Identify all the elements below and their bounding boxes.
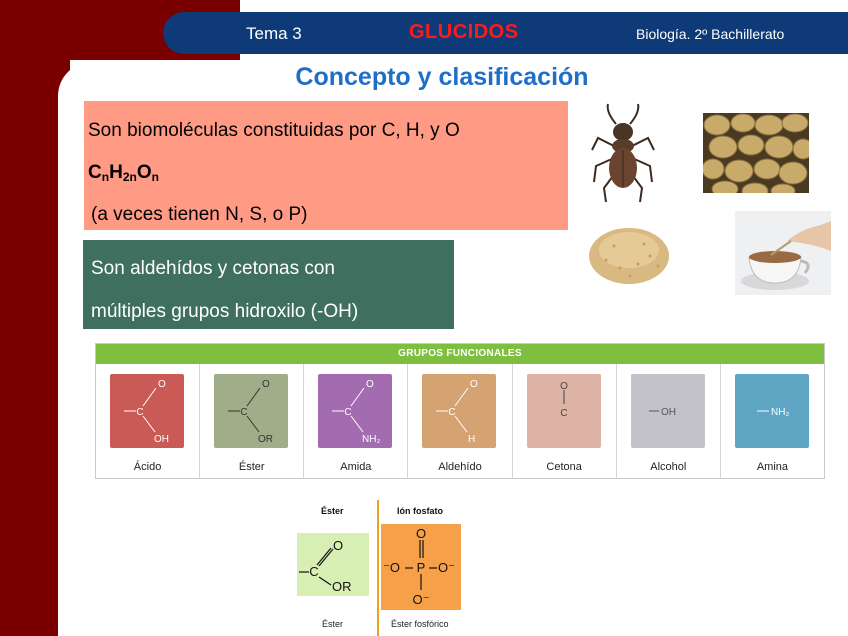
alcohol-group-structure <box>631 374 705 448</box>
ester-group-structure <box>214 374 288 448</box>
svg-text:C: C <box>559 408 568 419</box>
ketone-group-structure <box>527 374 601 448</box>
aldehyde-group-structure <box>422 374 496 448</box>
group-name: Éster <box>238 461 265 473</box>
ester-caption: Éster <box>322 619 344 629</box>
phosphate-ester-caption: Éster fosfórico <box>391 619 449 629</box>
svg-text:P: P <box>416 560 426 575</box>
definition-note: (a veces tienen N, S, o P) <box>91 204 308 225</box>
definition-text: Son biomoléculas constituidas por C, H, y O <box>88 120 460 141</box>
svg-text:O: O <box>470 379 479 390</box>
group-name: Ácido <box>133 461 162 473</box>
svg-text:OH: OH <box>154 434 169 445</box>
group-cell-amine <box>721 364 824 478</box>
slide-title: Concepto y clasificación <box>295 63 589 91</box>
sugar-image <box>586 220 672 288</box>
topic-label: Tema 3 <box>246 24 302 43</box>
group-cell-aldehyde <box>408 364 512 478</box>
chemical-nature-line1: Son aldehídos y cetonas con <box>91 258 336 279</box>
potatoes-image <box>703 113 809 193</box>
svg-text:C: C <box>136 407 144 418</box>
svg-text:C: C <box>309 564 319 579</box>
panel-divider <box>377 500 379 636</box>
amine-group-structure <box>735 374 809 448</box>
phosphate-ester-structure <box>381 524 461 610</box>
phosphate-column-header: Ión fosfato <box>397 506 443 516</box>
svg-text:O: O <box>262 379 270 390</box>
stag-beetle-image <box>586 102 660 206</box>
chemical-nature-line2: múltiples grupos hidroxilo (-OH) <box>91 301 359 322</box>
group-cell-amide <box>304 364 408 478</box>
svg-text:O: O <box>559 381 568 392</box>
group-cell-acid <box>96 364 200 478</box>
svg-text:NH₂: NH₂ <box>770 407 790 418</box>
svg-text:O: O <box>158 379 166 390</box>
svg-text:C: C <box>344 407 352 418</box>
svg-text:NH₂: NH₂ <box>362 434 381 445</box>
unit-title: GLUCIDOS <box>409 21 519 43</box>
svg-text:OR: OR <box>332 579 352 594</box>
chemical-nature-box <box>83 240 454 329</box>
group-name: Amida <box>340 461 372 473</box>
svg-text:C: C <box>448 407 457 418</box>
course-label: Biología. 2º Bachillerato <box>636 26 785 42</box>
acid-group-structure <box>110 374 184 448</box>
svg-text:C: C <box>240 407 248 418</box>
group-cell-alcohol <box>617 364 721 478</box>
svg-text:H: H <box>468 434 476 445</box>
group-cell-ketone <box>513 364 617 478</box>
group-name: Cetona <box>546 461 582 473</box>
svg-text:O: O <box>366 379 375 390</box>
group-name: Aldehído <box>438 461 482 473</box>
functional-groups-header: GRUPOS FUNCIONALES <box>96 344 824 364</box>
definition-box <box>84 101 568 230</box>
ester-column-header: Éster <box>321 506 344 516</box>
svg-text:⁻O: ⁻O <box>383 560 400 575</box>
tea-cup-image <box>735 211 831 295</box>
svg-text:O⁻: O⁻ <box>438 560 455 575</box>
general-formula: $C_nH_{2n}O_n$ <box>88 162 159 184</box>
functional-groups-table <box>95 343 825 479</box>
svg-text:O: O <box>415 526 427 541</box>
group-name: Amina <box>756 461 788 473</box>
svg-text:O⁻: O⁻ <box>412 592 430 607</box>
ester-structure <box>297 533 369 596</box>
svg-text:OH: OH <box>660 407 676 418</box>
group-name: Alcohol <box>650 461 687 473</box>
group-cell-ester <box>200 364 304 478</box>
amide-group-structure <box>318 374 392 448</box>
svg-text:O: O <box>333 538 344 553</box>
svg-text:OR: OR <box>258 434 274 445</box>
